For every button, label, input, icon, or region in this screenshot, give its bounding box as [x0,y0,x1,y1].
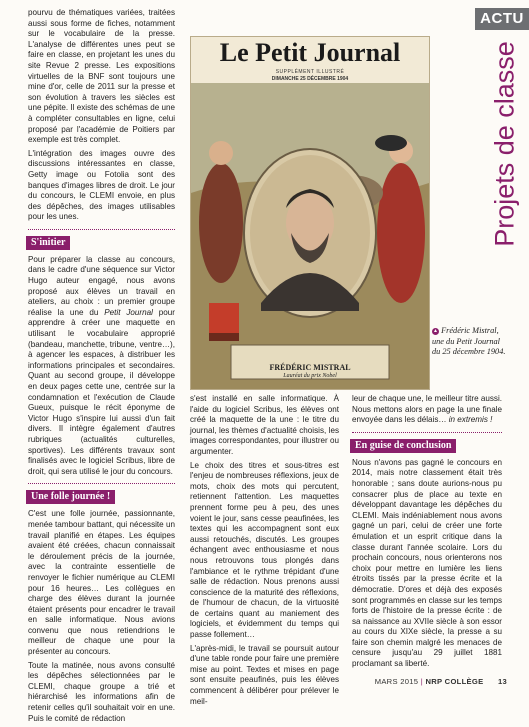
footer-spacer [486,677,496,686]
heading-conclusion: En guise de conclusion [350,439,456,453]
heading-sinitier: S'initier [26,236,70,250]
section-tab: ACTU [475,8,529,30]
col1-paragraph-3 [28,255,175,477]
petit-journal-cover [190,36,430,390]
heading-rule [28,229,175,230]
portrait-name: FRÉDÉRIC MISTRAL [269,363,351,372]
caption-text: Frédéric Mistral, une du Petit Journal du 25 décembre 1904. [432,326,506,356]
col3-paragraph-1 [352,394,502,426]
col3-p1-italic: in extremis ! [448,415,493,425]
cover-masthead [191,37,429,84]
column-2 [190,394,339,710]
col1-p3-end: pour apprendre à créer une maquette en utilisant le vocabulaire approprié (bandeau, manchette, tribune, ventre…), à agencer les espaces, à distribuer les informations principales et secondaires. Quant au second groupe, il développe en deux pages cette une, centrée sur la condamnation et l'exécution de Claude Gueux, puisque le récit éponyme de Victor Hugo s'inspire lui aussi d'un fait divers. Il intègre également d'autres rubriques (actualités culturelles, sportives). Les différents travaux sont finalisés avec le logiciel Scribus, libre de droit, qui sera utilisé le jour du concours. [28,307,175,476]
caption-marker-icon: ▲ [433,329,438,334]
column-3 [352,394,502,673]
col2-paragraph-1: s'est installé en salle informatique. À l'aide du logiciel Scribus, les élèves ont créé la maquette de la une : le titre du journal, les thèmes d'actualité choisis, les images correspondantes, pour illustrer ou argumenter. [190,394,339,456]
footer-date: MARS 2015 [374,677,419,686]
col3-p1-start: leur de chaque une, le meilleur titre aussi. Nous mettons alors en page la une finale envoyée dans les délais… [352,394,502,425]
col3-paragraph-2: Nous n'avons pas gagné le concours en 2014, mais notre classement était très honorable ; sans doute aurions-nous pu consacrer plus de place au texte en développant davantage les dépêches du CLEMI. Mais indéniablement nous avons gagné un pari, celui de créer une forte émulation et un esprit critique dans la classe durant l'année scolaire. Lors du prochain concours, nous orienterons nos choix pour mettre en lumière les liens étroits tissés par la presse écrite et la démocratie. D'ores et déjà des exposés sont programmés en classe sur les temps forts de l'histoire de la presse écrite : de sa naissance au XVIIe siècle à son essor au cours du XIXe siècle, la presse a su faire son chemin malgré les menaces de censure jusqu'au 29 juillet 1881 proclamant sa liberté. [352,457,502,669]
side-title-text: Projets de classe [489,41,520,247]
footer-separator: | [420,677,426,686]
image-caption [432,326,506,358]
cover-illustration [191,83,429,389]
page-footer [375,677,507,686]
heading-rule [28,483,175,484]
col1-p3-start: Pour préparer la classe au concours, dans le cadre d'une séquence sur Victor Hugo auteur engagé, nous avons proposé aux élèves un travail en ateliers, au choix : un premier groupe réalise la une du [28,254,175,317]
cover-date-line: DIMANCHE 25 DÉCEMBRE 1904 [271,76,349,82]
col1-paragraph-2: L'intégration des images ouvre des discussions intéressantes en classe, Getty image ou Fotolia sont des banques d'images libres de droit. Le jour du concours, le CLEMI envoie, en plus des dépêches, des images utilisables pour les unes. [28,148,175,222]
column-1 [28,8,175,727]
page-number: 13 [497,677,507,686]
portrait-caption [255,363,365,381]
col1-p3-italic: Petit Journal [104,307,153,317]
col1-paragraph-5: Toute la matinée, nous avons consulté les dépêches sélectionnées par le CLEMI, chaque groupe a trié et hiérarchisé les informations afin de retenir celles qu'il souhaitait voir en une. Puis le comité de rédaction [28,660,175,723]
col1-paragraph-1: pourvu de thématiques variées, traitées aussi sous forme de fiches, notamment sur le vocabulaire de la presse. L'analyse de différentes unes peut se faire en classe, en projetant les unes du site Revue 2 presse. Les expositions virtuelles de la BNF sont toujours une mine d'or, celle de 2011 sur la presse et son évolution à travers les siècles est une pépite. Il existe des schémas de une à compléter consultables en ligne, celui proposé par l'académie de Poitiers par exemple est très complet. [28,8,175,145]
cover-masthead-title: Le Petit Journal [219,38,401,67]
col2-paragraph-2: Le choix des titres et sous-titres est l'enjeu de nombreuses réflexions, jeux de mots, choix des mots qui percutent, retiennent l'attention. Les maquettes prennent forme peu à peu, des unes voient le jour, sans cesse peaufinées, les textes qui les accompagnent sont eux aussi retouchés, discutés. Les groupes échangent avec enthousiasme et nous nous retrouvons tous plongés dans l'ambiance et le rythme trépidant d'une salle de rédaction. Nous prenons aussi conscience de la maturité des réflexions, de l'humour de chacun, de la virtuosité de certains quant au maniement des logiciels, et évidemment du temps qui passe follement… [190,460,339,640]
col1-paragraph-4: C'est une folle journée, passionnante, menée tambour battant, qui nécessite un travail planifié en étapes. Les équipes avaient été créées, chacun connaissait le déroulement précis de la journée, avec la contrainte essentielle de renvoyer le fichier numérique au CLEMI pour 16 heures… Les collègues en charge des élèves durant la journée étaient présents pour encadrer le travail en salle informatique. Nous avions convenu que nous retiendrions le meilleur de chaque une pour la présenter au concours. [28,509,175,657]
footer-magazine: NRP COLLÈGE [425,677,484,686]
portrait-subtitle: Lauréat du prix Nobel [283,373,337,379]
side-title [483,34,527,254]
heading-rule [352,432,502,433]
col2-paragraph-3: L'après-midi, le travail se poursuit autour d'une table ronde pour faire une première mise au point. Textes et mises en page sont ensuite peaufinés, puis les élèves commencent à délibérer pour prélever le meil- [190,643,339,706]
cover-subtitle: SUPPLÉMENT ILLUSTRÉ [275,69,345,75]
heading-folle-journee: Une folle journée ! [26,490,115,504]
